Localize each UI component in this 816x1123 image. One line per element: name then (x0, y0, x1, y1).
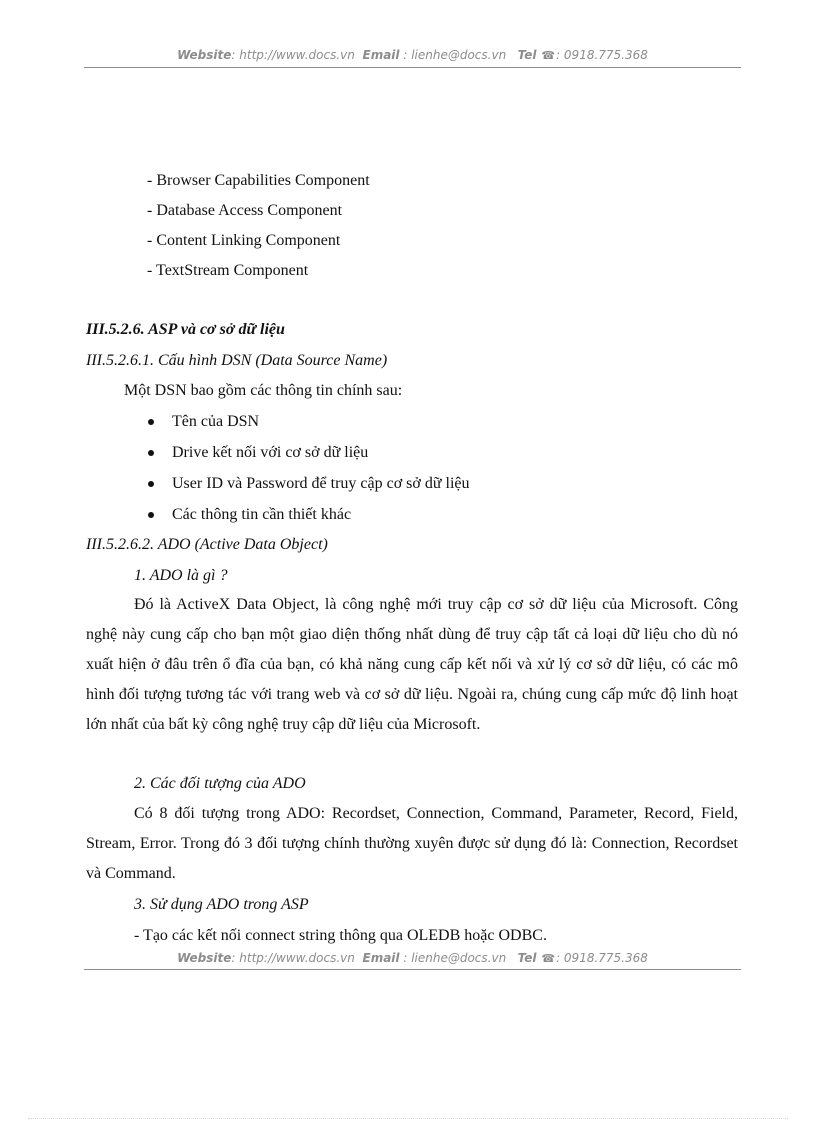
page-footer (84, 951, 741, 965)
subsection-heading-dsn: III.5.2.6.1. Cấu hình DSN (Data Source Name) (86, 352, 388, 369)
page-header (84, 48, 741, 62)
phone-icon: ☎ (541, 49, 556, 62)
website-url[interactable]: : http://www.docs.vn (231, 48, 355, 62)
header-rule (84, 67, 741, 68)
dsn-bullet-item: Drive kết nối với cơ sở dữ liệu (172, 444, 369, 461)
email-label: Email (362, 951, 400, 965)
component-item: - Content Linking Component (147, 232, 341, 249)
tel-label: Tel (517, 48, 537, 62)
bullet-dot-icon (148, 450, 154, 456)
tel-number: : 0918.775.368 (556, 951, 648, 965)
dsn-bullet-item: Các thông tin cần thiết khác (172, 506, 352, 523)
footer-rule (84, 969, 741, 970)
ado-paragraph-2-text: Có 8 đối tượng trong ADO: Recordset, Connection, Command, Parameter, Record, Field, Stream, Error. Trong đó 3 đối tượng chính thường xuyên được sử dụng đó là: Connection, Recordset và Command. (86, 805, 738, 882)
component-item: - Browser Capabilities Component (147, 172, 370, 189)
ado-question-2: 2. Các đối tượng của ADO (134, 775, 306, 792)
tel-label: Tel (517, 951, 537, 965)
section-heading: III.5.2.6. ASP và cơ sở dữ liệu (86, 321, 285, 338)
email-label: Email (362, 48, 400, 62)
email-address[interactable]: : lienhe@docs.vn (399, 48, 507, 62)
bullet-dot-icon (148, 512, 154, 518)
phone-icon: ☎ (541, 952, 556, 965)
tel-number: : 0918.775.368 (556, 48, 648, 62)
dsn-intro: Một DSN bao gồm các thông tin chính sau: (124, 382, 403, 399)
page-edge-divider (28, 1118, 788, 1119)
ado-question-1: 1. ADO là gì ? (134, 567, 228, 584)
dsn-bullet-item: User ID và Password để truy cập cơ sở dữ liệu (172, 475, 470, 492)
ado-paragraph-1-text: Đó là ActiveX Data Object, là công nghệ mới truy cập cơ sở dữ liệu của Microsoft. Công nghệ này cung cấp cho bạn một giao diện thống nhất dùng để truy cập tất cả loại dữ liệu cho dù nó xuất hiện ở đâu trên ổ đĩa của bạn, có khả năng cung cấp kết nối và xử lý cơ sở dữ liệu, có các mô hình đối tượng tương tác với trang web và cơ sở dữ liệu. Ngoài ra, chúng cung cấp mức độ linh hoạt lớn nhất của bất kỳ công nghệ truy cập dữ liệu của Microsoft. (86, 596, 738, 733)
bullet-dot-icon (148, 419, 154, 425)
dsn-bullet-item: Tên của DSN (172, 413, 260, 430)
ado-paragraph-2 (86, 799, 738, 889)
website-url[interactable]: : http://www.docs.vn (231, 951, 355, 965)
email-address[interactable]: : lienhe@docs.vn (399, 951, 507, 965)
website-label: Website (177, 951, 232, 965)
ado-paragraph-1 (86, 590, 738, 740)
ado-question-3: 3. Sử dụng ADO trong ASP (134, 896, 309, 913)
component-item: - Database Access Component (147, 202, 343, 219)
subsection-heading-ado: III.5.2.6.2. ADO (Active Data Object) (86, 536, 328, 553)
website-label: Website (177, 48, 232, 62)
ado-paragraph-3: - Tạo các kết nối connect string thông qua OLEDB hoặc ODBC. (134, 927, 547, 944)
bullet-dot-icon (148, 481, 154, 487)
component-item: - TextStream Component (147, 262, 309, 279)
